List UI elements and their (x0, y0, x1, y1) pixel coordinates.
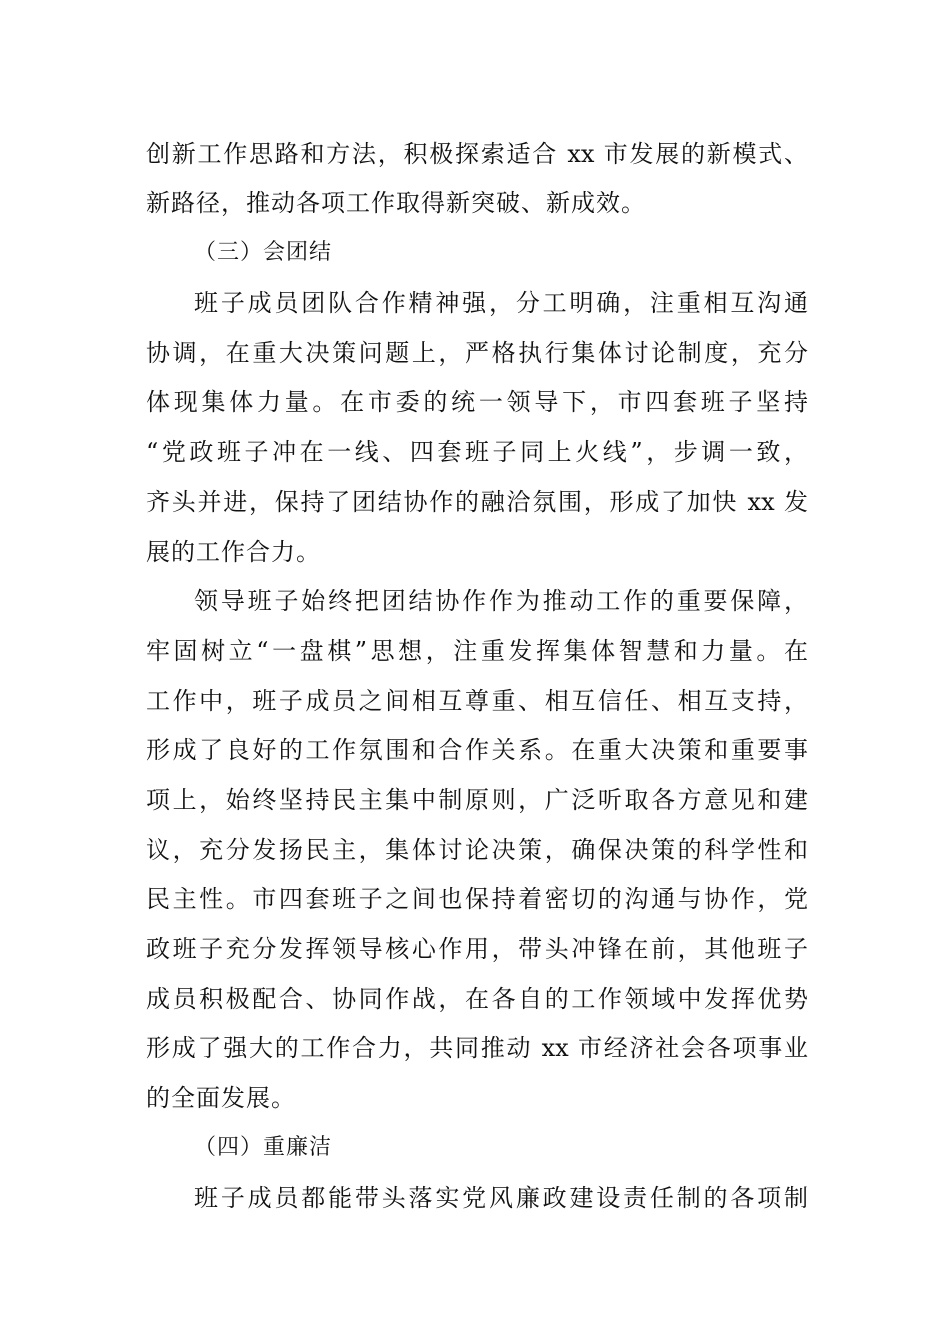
paragraph-line: 工作中，班子成员之间相互尊重、相互信任、相互支持， (146, 687, 808, 715)
paragraph-line: 齐头并进，保持了团结协作的融洽氛围，形成了加快 xx 发 (146, 488, 808, 516)
paragraph-line: 政班子充分发挥领导核心作用，带头冲锋在前，其他班子 (146, 935, 808, 963)
paragraph-line: 的全面发展。 (146, 1084, 296, 1112)
paragraph-line: 创新工作思路和方法，积极探索适合 xx 市发展的新模式、 (146, 140, 808, 168)
paragraph-line: “党政班子冲在一线、四套班子同上火线”，步调一致， (146, 438, 808, 466)
paragraph-line: 协调，在重大决策问题上，严格执行集体讨论制度，充分 (146, 339, 808, 367)
paragraph-line: 项上，始终坚持民主集中制原则，广泛听取各方意见和建 (146, 786, 808, 814)
paragraph-line: 班子成员团队合作精神强，分工明确，注重相互沟通 (194, 289, 808, 317)
paragraph-line: 展的工作合力。 (146, 538, 321, 566)
paragraph-line: 牢固树立“一盘棋”思想，注重发挥集体智慧和力量。在 (146, 637, 808, 665)
section-heading-4: （四）重廉洁 (194, 1135, 333, 1160)
section-heading-3: （三）会团结 (194, 240, 333, 265)
paragraph-line: 体现集体力量。在市委的统一领导下，市四套班子坚持 (146, 388, 808, 416)
paragraph-line: 班子成员都能带头落实党风廉政建设责任制的各项制 (194, 1184, 808, 1212)
paragraph-line: 形成了强大的工作合力，共同推动 xx 市经济社会各项事业 (146, 1034, 808, 1062)
paragraph-line: 议，充分发扬民主，集体讨论决策，确保决策的科学性和 (146, 836, 808, 864)
paragraph-line: 领导班子始终把团结协作作为推动工作的重要保障， (194, 587, 808, 615)
paragraph-line: 新路径，推动各项工作取得新突破、新成效。 (146, 189, 646, 217)
paragraph-line: 形成了良好的工作氛围和合作关系。在重大决策和重要事 (146, 736, 808, 764)
paragraph-line: 民主性。市四套班子之间也保持着密切的沟通与协作，党 (146, 885, 808, 913)
paragraph-line: 成员积极配合、协同作战，在各自的工作领域中发挥优势 (146, 985, 808, 1013)
